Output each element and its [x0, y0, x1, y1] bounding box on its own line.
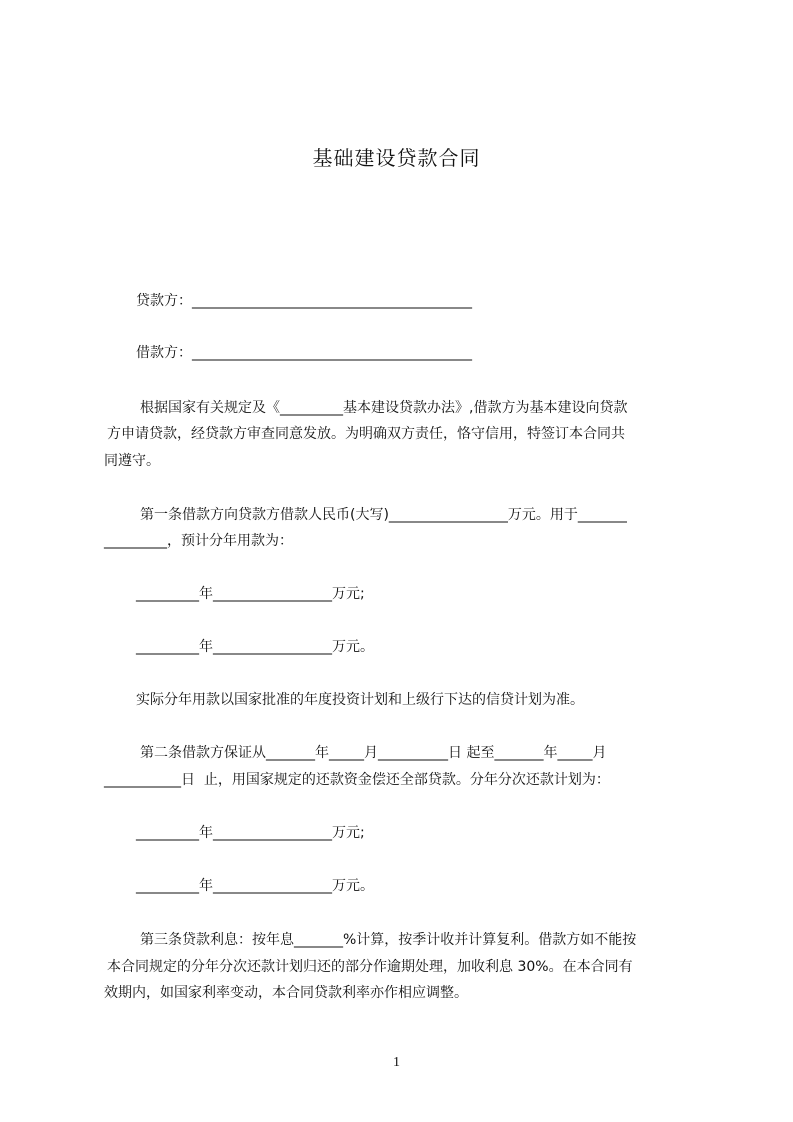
borrower-line: 借款方：________________________________________	[136, 345, 472, 361]
intro-line-1: 根据国家有关规定及《_________基本建设贷款办法》,借款方为基本建设向贷款	[140, 400, 628, 416]
article1-line-1: 第一条借款方向贷款方借款人民币(大写)_________________万元。用于_______	[140, 507, 627, 523]
article3-line-3: 效期内，如国家利率变动，本合同贷款利率亦作相应调整。	[104, 985, 468, 1001]
lender-line: 贷款方：________________________________________	[136, 293, 472, 309]
article2-line-2: ___________日 止，用国家规定的还款资金偿还全部贷款。分年分次还款计划为：	[104, 772, 610, 788]
article2-line-1: 第二条借款方保证从_______年_____月__________日 起至_______年_____月	[140, 745, 607, 761]
article1-plan-line-1: _________年_________________万元;	[136, 586, 365, 602]
actual-use-note: 实际分年用款以国家批准的年度投资计划和上级行下达的信贷计划为准。	[136, 692, 584, 708]
article1-line-2: _________，预计分年用款为：	[104, 533, 293, 549]
intro-line-3: 同遵守。	[104, 453, 160, 469]
article1-plan-line-2: _________年_________________万元。	[136, 639, 374, 655]
article2-plan-line-2: _________年_________________万元。	[136, 878, 374, 894]
article3-line-1: 第三条贷款利息：按年息_______%计算，按季计收并计算复利。借款方如不能按	[140, 932, 637, 948]
page-number: 1	[393, 1055, 400, 1070]
intro-line-2: 方申请贷款，经贷款方审查同意发放。为明确双方责任，恪守信用，特签订本合同共	[107, 426, 625, 442]
document-title: 基础建设贷款合同	[312, 146, 481, 170]
article2-plan-line-1: _________年_________________万元;	[136, 825, 365, 841]
article3-line-2: 本合同规定的分年分次还款计划归还的部分作逾期处理，加收利息 30%。在本合同有	[107, 959, 633, 975]
